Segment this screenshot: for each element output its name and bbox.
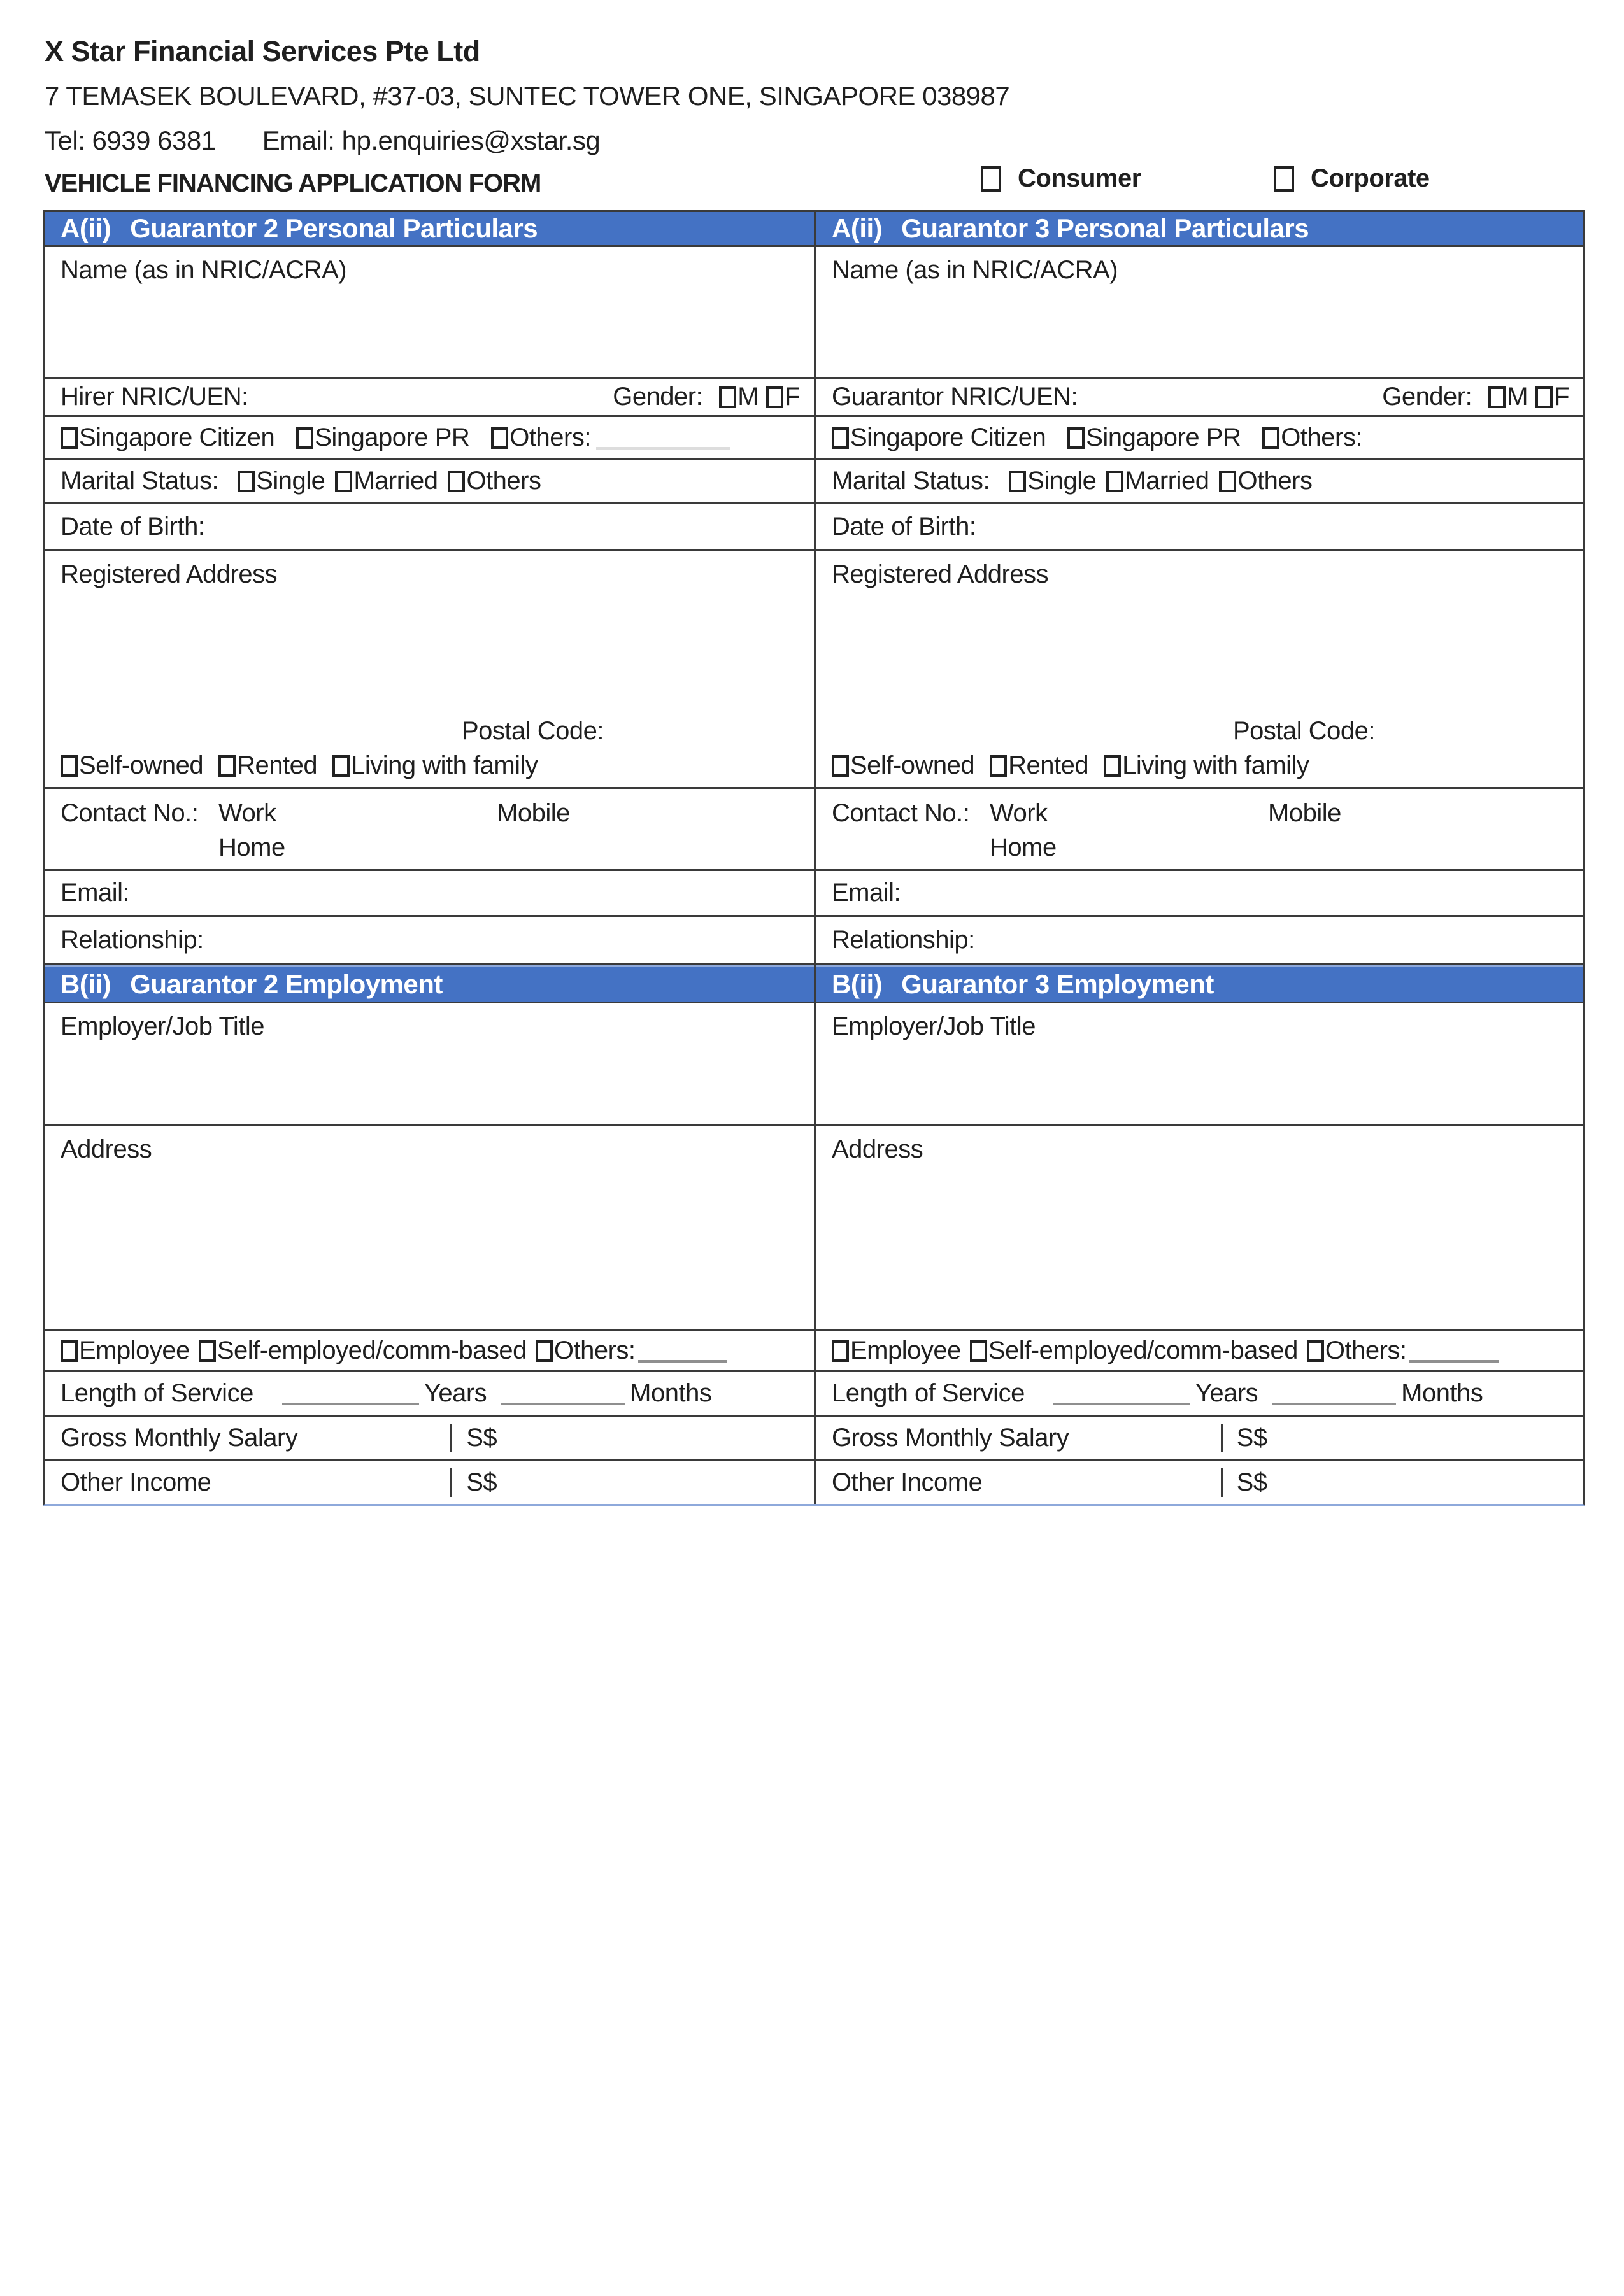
g2-employment-others-checkbox[interactable]	[536, 1340, 553, 1362]
g3-marital-single-label: Single	[1027, 467, 1097, 495]
g2-citizen-others-label: Others:	[509, 423, 591, 451]
g3-email-cell	[816, 871, 1583, 917]
g2-los-years-label: Years	[424, 1379, 487, 1407]
g3-residence-selfowned-checkbox[interactable]	[832, 755, 849, 777]
g2-employment-employee-option	[61, 1336, 190, 1365]
g2-citizen-others-checkbox[interactable]	[491, 427, 508, 449]
g3-employer-label: Employer/Job Title	[832, 1012, 1036, 1040]
g2-residence-selfowned-checkbox[interactable]	[61, 755, 78, 777]
g3-relationship-cell	[816, 917, 1583, 965]
g2-gender-f-checkbox[interactable]	[766, 386, 783, 408]
g2-residence-family-checkbox[interactable]	[332, 755, 350, 777]
g2-employer-cell	[45, 1003, 814, 1126]
g3-employment-selfemployed-option	[970, 1336, 1298, 1365]
g3-employer-cell	[816, 1003, 1583, 1126]
g3-citizenship-cell	[816, 417, 1583, 460]
g2-citizen-pr-label: Singapore PR	[315, 423, 470, 451]
g2-other-income-label: Other Income	[61, 1468, 211, 1496]
g2-residence-rented-checkbox[interactable]	[218, 755, 236, 777]
g3-employment-others-checkbox[interactable]	[1307, 1340, 1324, 1362]
g2-citizen-pr-checkbox[interactable]	[296, 427, 313, 449]
g2-postal-code-label: Postal Code:	[462, 717, 604, 745]
g2-marital-others-option	[448, 467, 541, 495]
g3-employment-others-option	[1307, 1336, 1499, 1365]
g3-contact-cell	[816, 789, 1583, 871]
g2-section-b-prefix: B(ii)	[61, 968, 111, 999]
g3-contact-work-label: Work	[990, 799, 1048, 827]
g3-name-cell	[816, 247, 1583, 379]
g2-residence-selfowned-label: Self-owned	[79, 751, 204, 779]
g2-nric-label: Hirer NRIC/UEN:	[61, 383, 248, 411]
g2-marital-single-label: Single	[256, 467, 325, 495]
g3-citizen-pr-label: Singapore PR	[1086, 423, 1241, 451]
guarantor-form-table	[43, 210, 1585, 1506]
g3-gross-salary-label-cell	[816, 1424, 1223, 1452]
g3-residence-family-label: Living with family	[1122, 751, 1309, 779]
guarantor3-column	[814, 212, 1583, 1504]
g3-residence-rented-option	[990, 751, 1088, 780]
g3-employment-type-cell	[816, 1331, 1583, 1372]
g3-gross-salary-currency: S$	[1236, 1424, 1267, 1452]
g3-residence-rented-checkbox[interactable]	[990, 755, 1007, 777]
g2-other-income-currency: S$	[466, 1468, 497, 1496]
g2-employer-address-label: Address	[61, 1135, 152, 1163]
consumer-label: Consumer	[1018, 164, 1141, 192]
g2-marital-married-label: Married	[353, 467, 438, 495]
g2-los-months-label: Months	[630, 1379, 712, 1407]
g3-marital-others-option	[1219, 467, 1312, 495]
g3-section-b-header	[816, 965, 1583, 1003]
g2-contact-cell	[45, 789, 814, 871]
g2-section-a-prefix: A(ii)	[61, 213, 111, 243]
g3-citizen-sc-label: Singapore Citizen	[850, 423, 1046, 451]
g3-section-b-prefix: B(ii)	[832, 968, 883, 999]
g2-employment-others-label: Others:	[553, 1336, 636, 1364]
company-name: X Star Financial Services Pte Ltd	[45, 35, 480, 67]
g3-nric-cell	[816, 379, 1583, 417]
g3-gender-male-option	[1488, 383, 1528, 411]
g2-marital-single-checkbox[interactable]	[238, 471, 255, 492]
g2-email-cell	[45, 871, 814, 917]
g2-citizen-others-blank[interactable]	[596, 427, 730, 450]
g3-contact-home-label: Home	[990, 833, 1057, 861]
g2-employment-others-option	[536, 1336, 727, 1365]
g3-contact-mobile-label: Mobile	[1268, 799, 1341, 827]
g3-citizen-others-checkbox[interactable]	[1262, 427, 1279, 449]
applicant-type-corporate	[1274, 164, 1430, 193]
g3-citizen-pr-option	[1067, 423, 1241, 452]
g2-name-cell	[45, 247, 814, 379]
form-title: VEHICLE FINANCING APPLICATION FORM	[45, 169, 541, 197]
g3-marital-married-checkbox[interactable]	[1106, 471, 1123, 492]
g2-registered-address-label: Registered Address	[61, 560, 278, 588]
g3-section-b-title: Guarantor 3 Employment	[901, 968, 1214, 999]
g3-other-income-cell	[816, 1461, 1583, 1504]
g2-length-of-service-cell	[45, 1372, 814, 1417]
g2-residence-options	[61, 751, 553, 780]
g3-postal-code-label: Postal Code:	[1233, 717, 1376, 745]
g3-marital-others-label: Others	[1237, 467, 1313, 495]
g3-residence-options	[832, 751, 1324, 780]
g2-contact-mobile-label: Mobile	[497, 799, 570, 827]
g3-marital-single-option	[1009, 467, 1096, 495]
g3-gender-m-label: M	[1507, 383, 1528, 411]
g3-los-months-blank[interactable]	[1272, 1382, 1396, 1405]
g2-marital-married-checkbox[interactable]	[335, 471, 352, 492]
g2-other-income-cell	[45, 1461, 814, 1504]
g2-nric-cell	[45, 379, 814, 417]
g2-gross-salary-value-cell[interactable]	[452, 1424, 814, 1452]
g2-gender-group	[613, 383, 800, 411]
g3-citizen-pr-checkbox[interactable]	[1067, 427, 1085, 449]
g3-gender-f-checkbox[interactable]	[1535, 386, 1553, 408]
g2-employer-label: Employer/Job Title	[61, 1012, 265, 1040]
g3-employment-employee-label: Employee	[850, 1336, 961, 1364]
g3-employer-address-cell	[816, 1126, 1583, 1331]
g3-marital-cell	[816, 460, 1583, 504]
g3-employment-employee-option	[832, 1336, 961, 1365]
g2-marital-others-checkbox[interactable]	[448, 471, 465, 492]
g2-employment-selfemployed-option	[199, 1336, 527, 1365]
g3-employment-others-label: Others:	[1325, 1336, 1407, 1364]
g2-los-months-blank[interactable]	[501, 1382, 625, 1405]
g3-los-years-label: Years	[1195, 1379, 1258, 1407]
g2-marital-single-option	[238, 467, 325, 495]
g3-length-of-service-cell	[816, 1372, 1583, 1417]
g3-gender-m-checkbox[interactable]	[1488, 386, 1506, 408]
corporate-label: Corporate	[1311, 164, 1430, 192]
g3-residence-selfowned-option	[832, 751, 974, 780]
g2-contact-label: Contact No.:	[61, 799, 199, 827]
company-contact-line	[45, 125, 639, 156]
g2-citizen-sc-label: Singapore Citizen	[79, 423, 275, 451]
company-email: Email: hp.enquiries@xstar.sg	[262, 125, 601, 155]
g3-employment-selfemployed-label: Self-employed/comm-based	[988, 1336, 1298, 1364]
g3-gross-salary-value-cell[interactable]	[1223, 1424, 1583, 1452]
g2-marital-label: Marital Status:	[61, 467, 219, 495]
g2-residence-rented-label: Rented	[237, 751, 318, 779]
g2-residence-rented-option	[218, 751, 317, 780]
g2-employment-others-blank[interactable]	[638, 1340, 727, 1363]
g3-registered-address-label: Registered Address	[832, 560, 1049, 588]
g2-employment-type-cell	[45, 1331, 814, 1372]
g2-section-a-title: Guarantor 2 Personal Particulars	[130, 213, 538, 243]
company-phone: Tel: 6939 6381	[45, 125, 216, 155]
g2-relationship-label: Relationship:	[61, 925, 204, 954]
g2-residence-family-label: Living with family	[351, 751, 538, 779]
g2-email-label: Email:	[61, 879, 130, 907]
g2-section-b-header	[45, 965, 814, 1003]
g3-gender-label: Gender:	[1382, 383, 1472, 411]
g3-los-months-label: Months	[1401, 1379, 1483, 1407]
g2-contact-home-label: Home	[218, 833, 285, 861]
g3-section-a-header	[816, 212, 1583, 247]
g3-citizen-others-option	[1262, 423, 1362, 452]
g3-employment-employee-checkbox[interactable]	[832, 1340, 849, 1362]
applicant-type-consumer	[981, 164, 1141, 193]
g3-gender-group	[1382, 383, 1569, 411]
g3-other-income-label-cell	[816, 1468, 1223, 1497]
g2-residence-selfowned-option	[61, 751, 203, 780]
g2-gender-m-checkbox[interactable]	[719, 386, 736, 408]
g2-dob-label: Date of Birth:	[61, 512, 205, 541]
g2-citizen-sc-checkbox[interactable]	[61, 427, 78, 449]
g2-gender-male-option	[719, 383, 759, 411]
g3-registered-address-cell	[816, 551, 1583, 789]
g2-gender-m-label: M	[737, 383, 759, 411]
g3-dob-cell	[816, 504, 1583, 551]
g2-gross-salary-label-cell	[45, 1424, 452, 1452]
g3-employment-others-blank[interactable]	[1409, 1340, 1499, 1363]
g3-name-label: Name (as in NRIC/ACRA)	[832, 256, 1118, 284]
g2-los-years-blank[interactable]	[282, 1382, 419, 1405]
g2-employment-employee-label: Employee	[79, 1336, 190, 1364]
g3-gross-salary-cell	[816, 1417, 1583, 1461]
g2-los-label: Length of Service	[61, 1379, 253, 1407]
g3-citizen-sc-option	[832, 423, 1046, 452]
g3-marital-married-label: Married	[1125, 467, 1209, 495]
g3-citizen-others-label: Others:	[1281, 423, 1362, 451]
g2-section-b-title: Guarantor 2 Employment	[130, 968, 443, 999]
g3-employment-selfemployed-checkbox[interactable]	[970, 1340, 987, 1362]
g3-marital-single-checkbox[interactable]	[1009, 471, 1026, 492]
g2-gender-f-label: F	[785, 383, 800, 411]
g3-citizen-sc-checkbox[interactable]	[832, 427, 849, 449]
g2-name-label: Name (as in NRIC/ACRA)	[61, 256, 347, 284]
g2-dob-cell	[45, 504, 814, 551]
g3-relationship-label: Relationship:	[832, 925, 975, 954]
g2-employment-employee-checkbox[interactable]	[61, 1340, 78, 1362]
g3-residence-rented-label: Rented	[1008, 751, 1089, 779]
guarantor2-column	[45, 212, 814, 1504]
g2-gender-female-option	[766, 383, 800, 411]
g2-relationship-cell	[45, 917, 814, 965]
corporate-checkbox[interactable]	[1274, 166, 1294, 192]
g3-gender-female-option	[1535, 383, 1569, 411]
g3-section-a-title: Guarantor 3 Personal Particulars	[901, 213, 1309, 243]
g2-other-income-value-cell[interactable]	[452, 1468, 814, 1497]
g2-gross-salary-label: Gross Monthly Salary	[61, 1424, 298, 1452]
g2-employer-address-cell	[45, 1126, 814, 1331]
g2-citizen-others-option	[491, 423, 730, 452]
g2-contact-work-label: Work	[218, 799, 276, 827]
g2-employment-selfemployed-checkbox[interactable]	[199, 1340, 216, 1362]
g2-gross-salary-cell	[45, 1417, 814, 1461]
company-address: 7 TEMASEK BOULEVARD, #37-03, SUNTEC TOWER ONE, SINGAPORE 038987	[45, 81, 1010, 111]
g2-section-a-header	[45, 212, 814, 247]
g3-residence-family-checkbox[interactable]	[1104, 755, 1121, 777]
g3-los-label: Length of Service	[832, 1379, 1025, 1407]
g3-gross-salary-label: Gross Monthly Salary	[832, 1424, 1069, 1452]
g2-marital-others-label: Others	[466, 467, 541, 495]
g3-nric-label: Guarantor NRIC/UEN:	[832, 383, 1078, 411]
g3-residence-selfowned-label: Self-owned	[850, 751, 975, 779]
g3-contact-label: Contact No.:	[832, 799, 970, 827]
g2-gross-salary-currency: S$	[466, 1424, 497, 1452]
g2-citizenship-cell	[45, 417, 814, 460]
g2-marital-married-option	[335, 467, 438, 495]
g2-citizen-pr-option	[296, 423, 469, 452]
g3-employer-address-label: Address	[832, 1135, 923, 1163]
g3-marital-married-option	[1106, 467, 1209, 495]
g3-other-income-label: Other Income	[832, 1468, 983, 1496]
g2-citizen-sc-option	[61, 423, 274, 452]
g3-email-label: Email:	[832, 879, 901, 907]
g2-employment-selfemployed-label: Self-employed/comm-based	[217, 1336, 527, 1364]
g2-marital-cell	[45, 460, 814, 504]
g3-residence-family-option	[1104, 751, 1309, 780]
g3-marital-others-checkbox[interactable]	[1219, 471, 1236, 492]
g3-los-years-blank[interactable]	[1053, 1382, 1190, 1405]
g2-residence-family-option	[332, 751, 538, 780]
g3-section-a-prefix: A(ii)	[832, 213, 883, 243]
g3-other-income-value-cell[interactable]	[1223, 1468, 1583, 1497]
consumer-checkbox[interactable]	[981, 166, 1001, 192]
g3-other-income-currency: S$	[1236, 1468, 1267, 1496]
g3-dob-label: Date of Birth:	[832, 512, 976, 541]
g2-gender-label: Gender:	[613, 383, 703, 411]
g3-marital-label: Marital Status:	[832, 467, 990, 495]
g2-registered-address-cell	[45, 551, 814, 789]
g3-gender-f-label: F	[1554, 383, 1569, 411]
g2-other-income-label-cell	[45, 1468, 452, 1497]
